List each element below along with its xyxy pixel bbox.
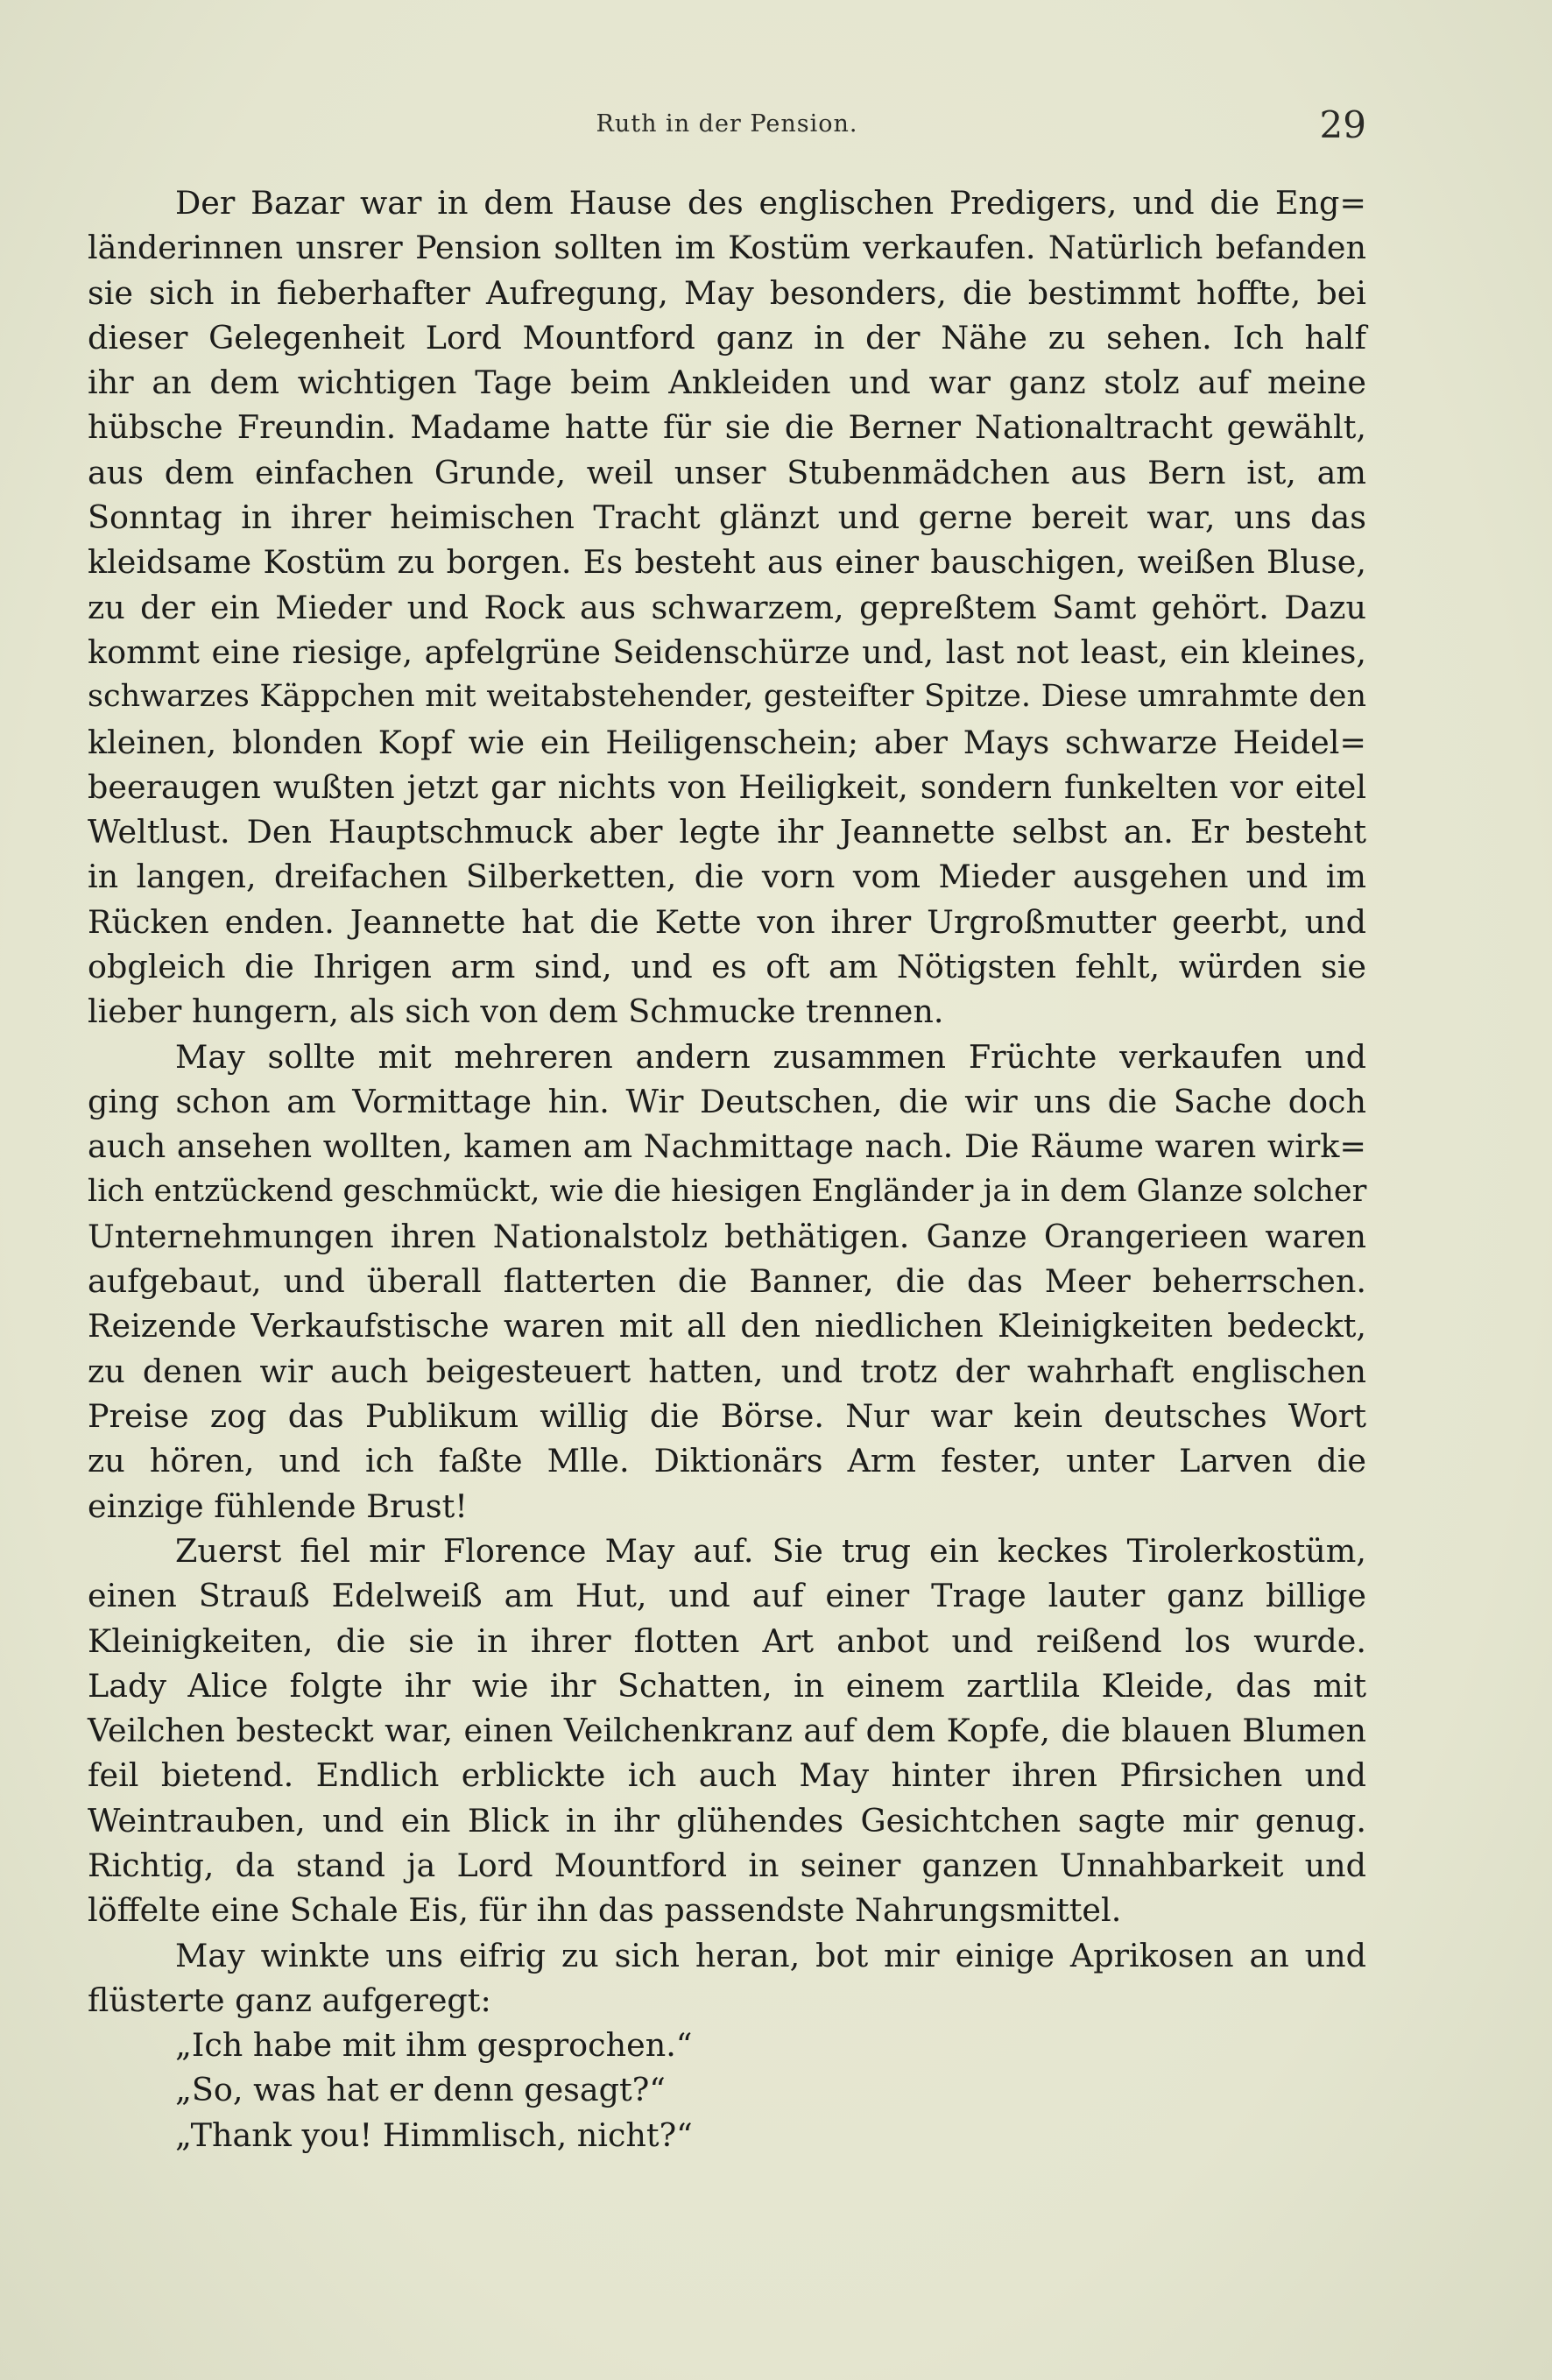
text-line: schwarzes Käppchen mit weitabstehender, gesteifter Spitze. Diese umrahmte den (88, 679, 1366, 715)
text-line: sie sich in fieberhafter Aufregung, May besonders, die bestimmt hoffte, bei (88, 273, 1366, 312)
text-line: Reizende Verkaufstische waren mit all den niedlichen Kleinigkeiten bedeckt, (88, 1307, 1366, 1345)
text-line: Veilchen besteckt war, einen Veilchenkranz auf dem Kopfe, die blauen Blumen (88, 1712, 1366, 1750)
text-line: ihr an dem wichtigen Tage beim Ankleiden und war ganz stolz auf meine (88, 364, 1366, 402)
text-line: Richtig, da stand ja Lord Mountford in seiner ganzen Unnahbarkeit und (88, 1846, 1366, 1884)
dialogue-line: „Ich habe mit ihm gesprochen.“ (175, 2026, 693, 2065)
text-line: obgleich die Ihrigen arm sind, und es oft am Nötigsten fehlt, würden sie (88, 948, 1366, 986)
text-line: Zuerst fiel mir Florence May auf. Sie trug ein keckes Tirolerkostüm, (175, 1531, 1366, 1570)
text-line: lich entzückend geschmückt, wie die hiesigen Engländer ja in dem Glanze solcher (88, 1173, 1367, 1209)
text-line: kleinen, blonden Kopf wie ein Heiligenschein; aber Mays schwarze Heidel= (88, 723, 1366, 761)
text-line: einzige fühlende Brust! (88, 1487, 468, 1525)
text-line: in langen, dreifachen Silberketten, die vorn vom Mieder ausgehen und im (88, 858, 1366, 896)
text-line: auch ansehen wollten, kamen am Nachmittage nach. Die Räume waren wirk= (88, 1127, 1366, 1166)
text-line: aufgebaut, und überall flatterten die Banner, die das Meer beherrschen. (88, 1262, 1366, 1301)
text-line: länderinnen unsrer Pension sollten im Kostüm verkaufen. Natürlich befanden (88, 229, 1366, 267)
text-line: May winkte uns eifrig zu sich heran, bot mir einige Aprikosen an und (175, 1936, 1366, 1974)
text-line: lieber hungern, als sich von dem Schmucke trennen. (88, 992, 944, 1031)
text-line: kleidsame Kostüm zu borgen. Es besteht aus einer bauschigen, weißen Bluse, (88, 543, 1366, 582)
text-line: Der Bazar war in dem Hause des englischen Predigers, und die Eng= (175, 184, 1366, 222)
text-line: löffelte eine Schale Eis, für ihn das passendste Nahrungsmittel. (88, 1891, 1122, 1930)
text-line: Unternehmungen ihren Nationalstolz bethätigen. Ganze Orangerieen waren (88, 1217, 1366, 1255)
text-line: Lady Alice folgte ihr wie ihr Schatten, in einem zartlila Kleide, das mit (88, 1666, 1366, 1705)
text-line: beeraugen wußten jetzt gar nichts von Heiligkeit, sondern funkelten vor eitel (88, 767, 1366, 806)
text-line: Weltlust. Den Hauptschmuck aber legte ihr Jeannette selbst an. Er besteht (88, 813, 1366, 851)
text-line: ging schon am Vormittage hin. Wir Deutschen, die wir uns die Sache doch (88, 1082, 1366, 1120)
text-line: zu der ein Mieder und Rock aus schwarzem, gepreßtem Samt gehört. Dazu (88, 588, 1366, 626)
paragraph (88, 1933, 1366, 2023)
text-line: dieser Gelegenheit Lord Mountford ganz in der Nähe zu sehen. Ich half (88, 318, 1366, 357)
text-line: May sollte mit mehreren andern zusammen Früchte verkaufen und (175, 1037, 1366, 1076)
text-line: Kleinigkeiten, die sie in ihrer flotten Art anbot und reißend los wurde. (88, 1621, 1366, 1660)
text-line: zu denen wir auch beigesteuert hatten, und trotz der wahrhaft englischen (88, 1352, 1366, 1390)
paragraph (88, 1035, 1366, 1529)
dialogue-line: „Thank you! Himmlisch, nicht?“ (175, 2115, 693, 2154)
running-title: Ruth in der Pension. (596, 110, 858, 138)
text-line: zu hören, und ich faßte Mlle. Diktionärs Arm fester, unter Larven die (88, 1442, 1366, 1480)
text-line: einen Strauß Edelweiß am Hut, und auf einer Trage lauter ganz billige (88, 1577, 1366, 1615)
dialogue-block (88, 2023, 1366, 2158)
text-line: flüsterte ganz aufgeregt: (88, 1981, 491, 2019)
text-line: Weintrauben, und ein Blick in ihr glühendes Gesichtchen sagte mir genug. (88, 1801, 1366, 1840)
text-line: Preise zog das Publikum willig die Börse. Nur war kein deutsches Wort (88, 1397, 1366, 1436)
paragraph (88, 1529, 1366, 1933)
text-line: feil bietend. Endlich erblickte ich auch May hinter ihren Pfirsichen und (88, 1756, 1366, 1795)
page-number: 29 (1319, 103, 1366, 146)
text-line: Sonntag in ihrer heimischen Tracht glänzt und gerne bereit war, uns das (88, 498, 1366, 537)
text-line: kommt eine riesige, apfelgrüne Seidenschürze und, last not least, ein kleines, (88, 632, 1366, 671)
text-line: aus dem einfachen Grunde, weil unser Stubenmädchen aus Bern ist, am (88, 453, 1366, 491)
paragraph (88, 180, 1366, 1035)
page-header (88, 103, 1366, 156)
text-line: Rücken enden. Jeannette hat die Kette von ihrer Urgroßmutter geerbt, und (88, 902, 1366, 941)
dialogue-line: „So, was hat er denn gesagt?“ (175, 2071, 666, 2109)
body-text (88, 180, 1366, 2158)
text-line: hübsche Freundin. Madame hatte für sie die Berner Nationaltracht gewählt, (88, 408, 1366, 447)
